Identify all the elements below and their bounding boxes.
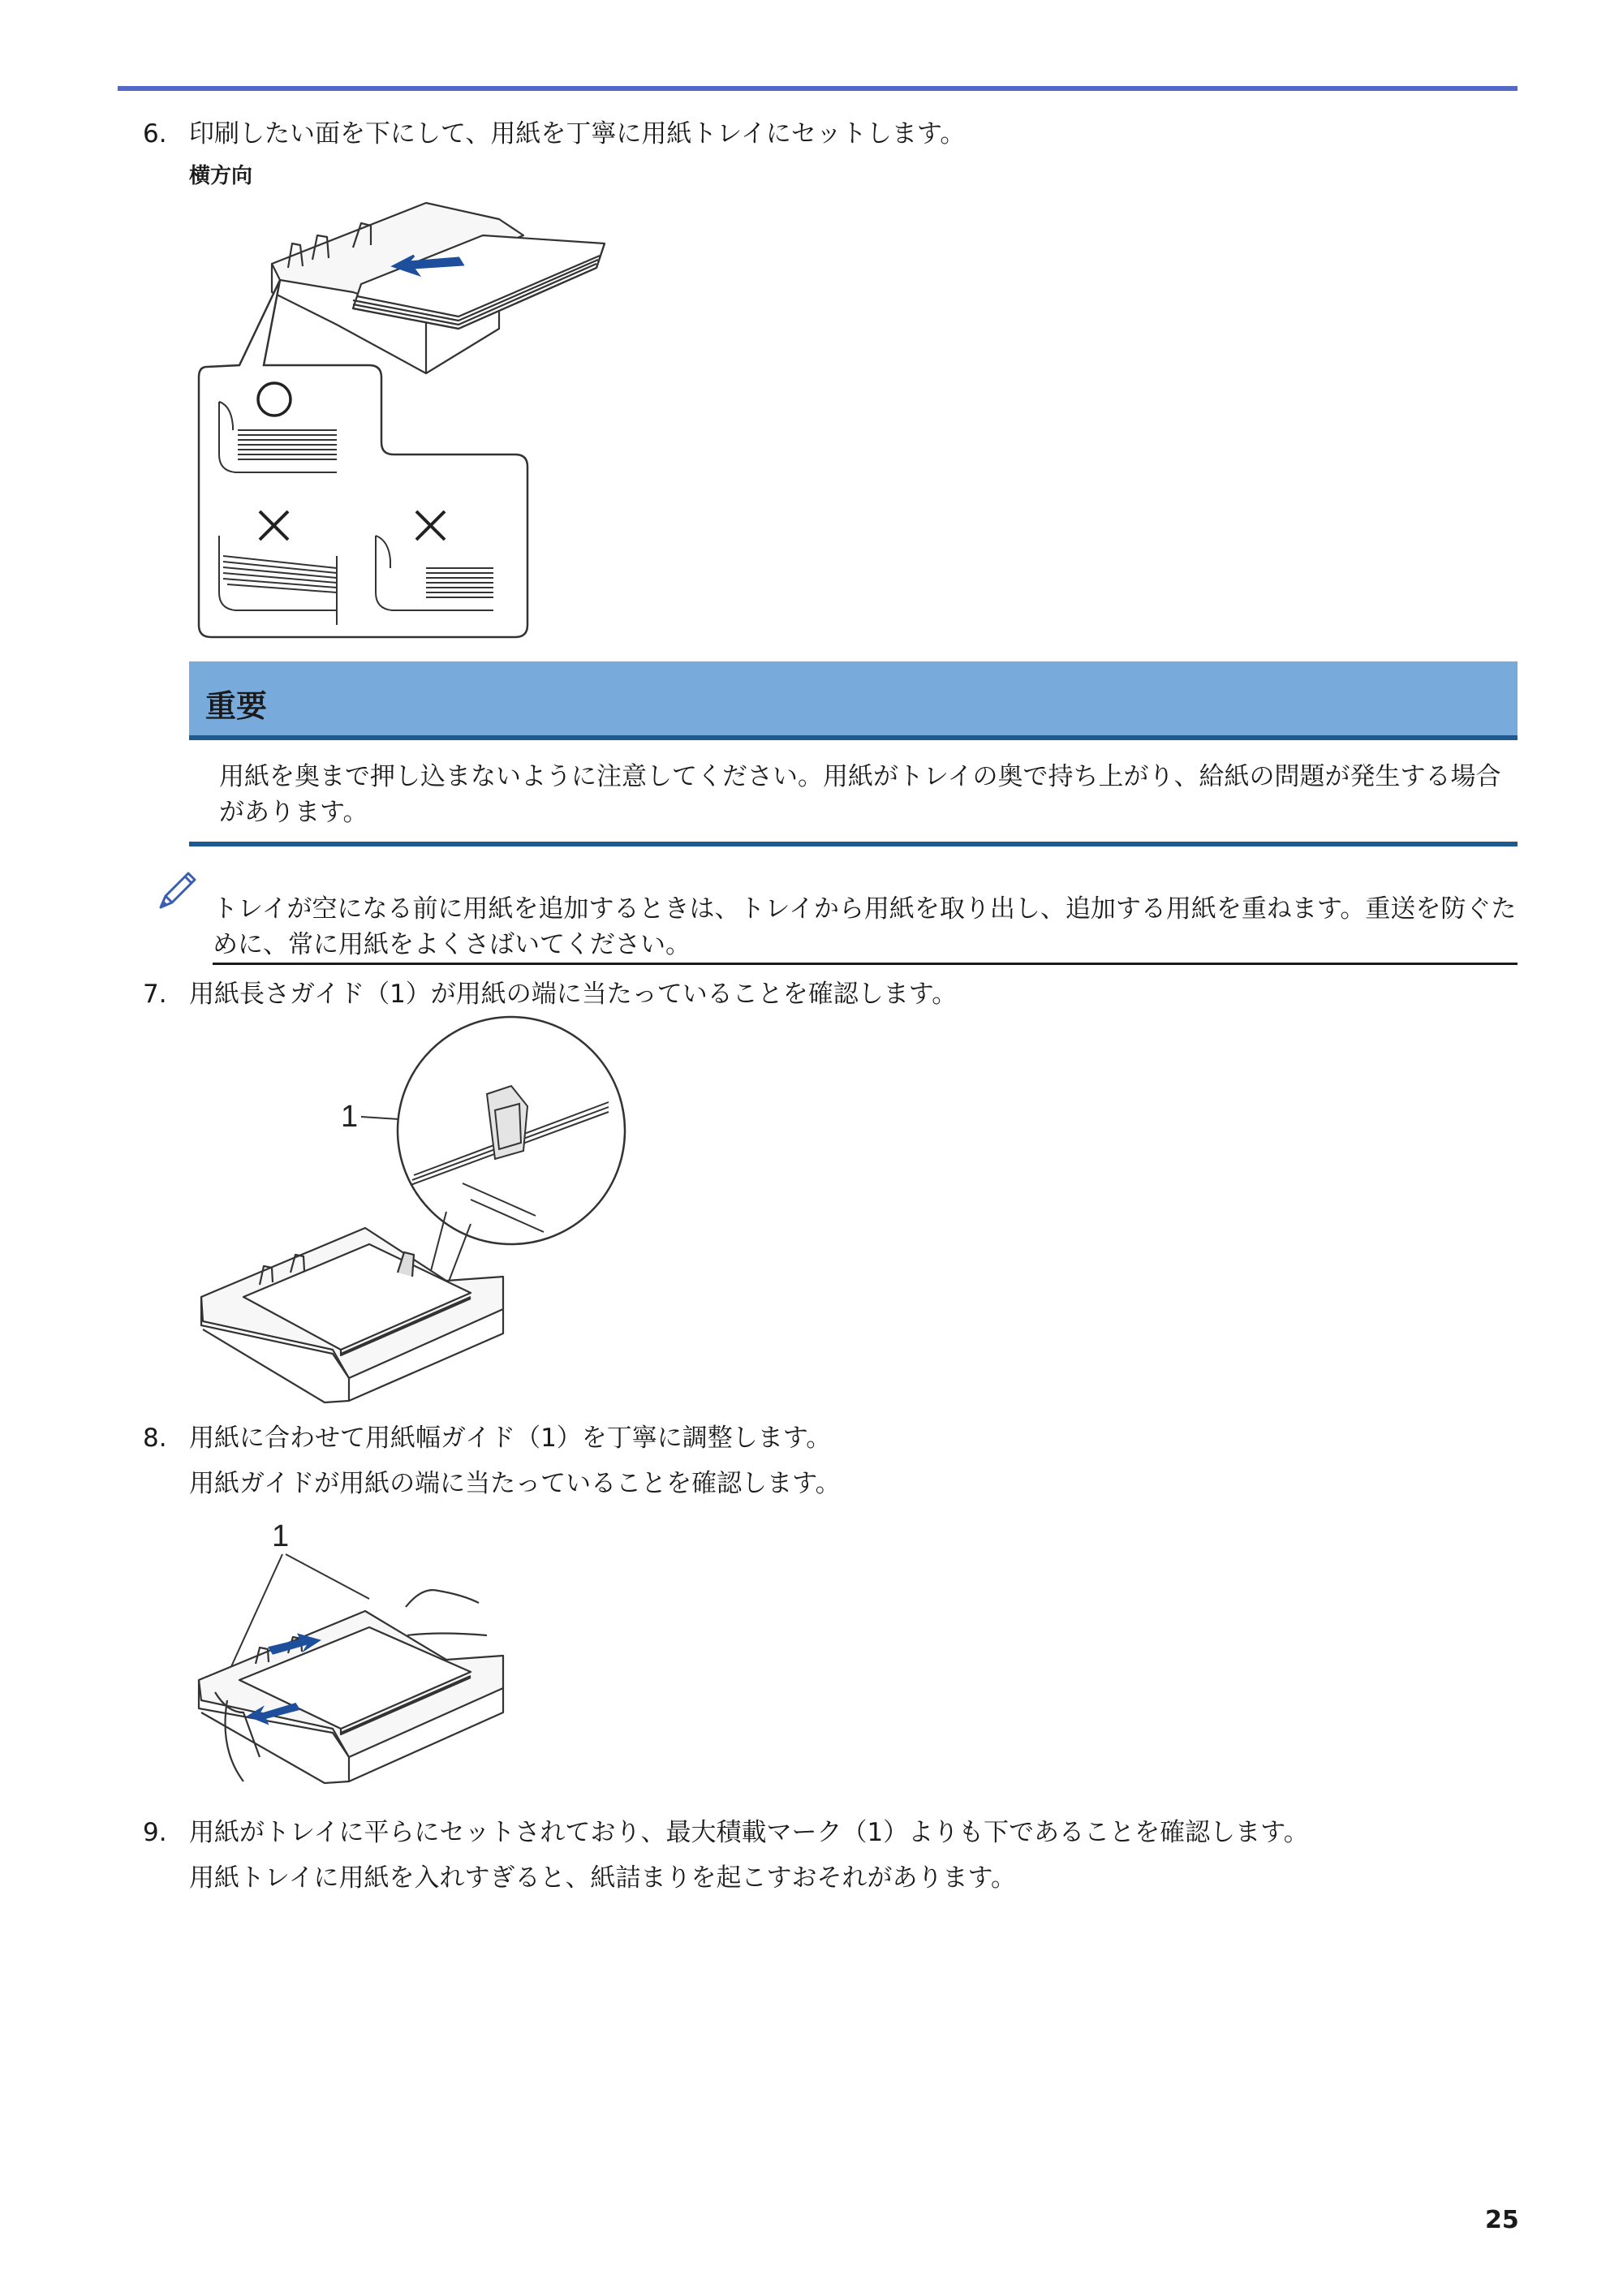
- callout-number: 1: [272, 1519, 290, 1553]
- header-rule: [118, 86, 1518, 91]
- pencil-icon: [154, 868, 200, 914]
- note-body: トレイが空になる前に用紙を追加するときは、トレイから用紙を取り出し、追加する用紙を重ねます。重送を防ぐために、常に用紙をよくさばいてください。: [213, 894, 1517, 959]
- important-header: [189, 661, 1518, 740]
- tray-load-illustration: [191, 187, 621, 649]
- important-body: 用紙を奥まで押し込まないように注意してください。用紙がトレイの奥で持ち上がり、給紙の問題が発生する場合があります。: [219, 762, 1501, 827]
- important-heading: 重要: [205, 688, 268, 724]
- step-text: 用紙がトレイに平らにセットされており、最大積載マーク（1）よりも下であることを確認します。: [189, 1818, 1309, 1847]
- step-number: 8.: [143, 1424, 167, 1453]
- step-number: 6.: [143, 119, 167, 149]
- page-number: 25: [1485, 2206, 1519, 2234]
- width-guide-illustration: [195, 1514, 519, 1806]
- step-9-sub: 用紙トレイに用紙を入れすぎると、紙詰まりを起こすおそれがあります。: [189, 1863, 1016, 1893]
- step-8-sub: 用紙ガイドが用紙の端に当たっていることを確認します。: [189, 1469, 841, 1498]
- step-text: 印刷したい面を下にして、用紙を丁寧に用紙トレイにセットします。: [189, 119, 966, 149]
- step-number: 9.: [143, 1818, 167, 1847]
- orientation-label: 横方向: [189, 164, 253, 188]
- step-text: 用紙長さガイド（1）が用紙の端に当たっていることを確認します。: [189, 980, 958, 1009]
- length-guide-illustration: [195, 1029, 617, 1411]
- note-rule: [213, 963, 1518, 965]
- step-number: 7.: [143, 980, 167, 1009]
- callout-number: 1: [341, 1100, 359, 1134]
- step-text: 用紙に合わせて用紙幅ガイド（1）を丁寧に調整します。: [189, 1424, 832, 1453]
- important-rule: [189, 842, 1518, 846]
